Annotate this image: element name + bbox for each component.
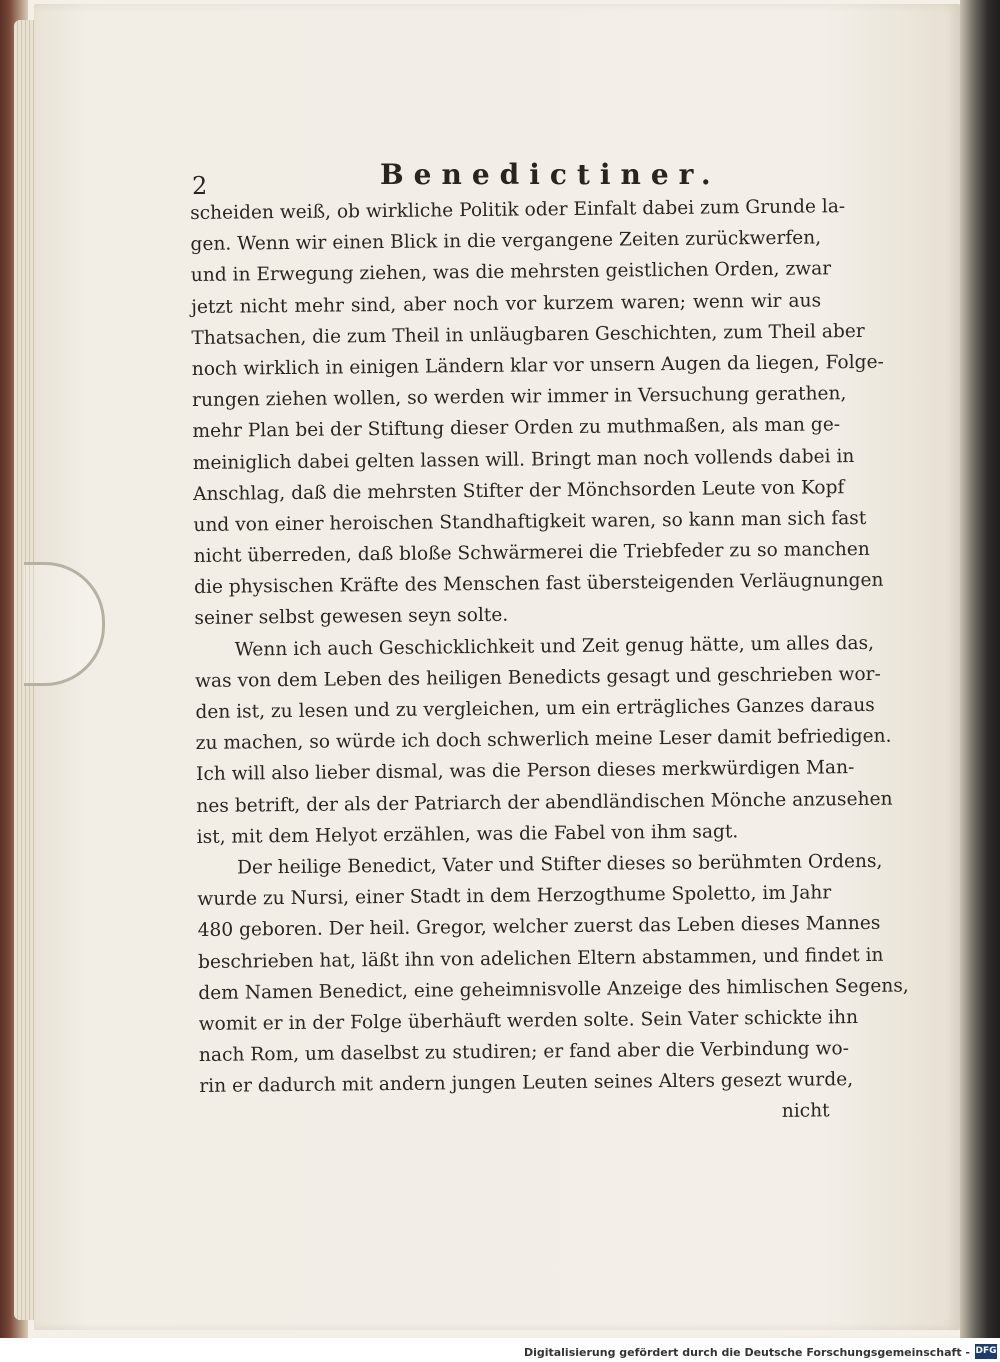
text-line: mehr Plan bei der Stiftung dieser Orden zu muthmaßen, als man ge- <box>192 414 841 443</box>
text-line: Wenn ich auch Geschicklichkeit und Zeit genug hätte, um alles das, <box>234 632 875 661</box>
footer-credit: Digitalisierung gefördert durch die Deutsche Forschungsgemeinschaft - <box>523 1346 970 1359</box>
text-line: meiniglich dabei gelten lassen will. Bringt man noch vollends dabei in <box>192 445 855 474</box>
catchword: nicht <box>781 1100 830 1123</box>
text-line: Ich will also lieber dismal, was die Person dieses merkwürdigen Man- <box>195 757 855 786</box>
body-text <box>190 191 909 1133</box>
text-line: und von einer heroischen Standhaftigkeit waren, so kann man sich fast <box>193 507 867 536</box>
text-line: die physischen Kräfte des Menschen fast übersteigenden Verläugnungen <box>193 570 884 599</box>
dfg-logo: DFG <box>975 1344 997 1359</box>
text-line: womit er in der Folge überhäuft werden solte. Sein Vater schickte ihn <box>198 1006 859 1035</box>
footer-bar <box>0 1338 1000 1362</box>
text-line: und in Erwegung ziehen, was die mehrsten geistlichen Orden, zwar <box>190 258 832 287</box>
text-line: rin er dadurch mit andern jungen Leuten seines Alters gesezt wurde, <box>199 1069 854 1098</box>
text-line: Thatsachen, die zum Theil in unläugbaren Geschichten, zum Theil aber <box>191 320 865 349</box>
text-line: ist, mit dem Helyot erzählen, was die Fabel von ihm sagt. <box>196 821 739 848</box>
text-line: seiner selbst gewesen seyn solte. <box>194 605 509 630</box>
text-line: Anschlag, daß die mehrsten Stifter der Mönchsorden Leute von Kopf <box>192 476 845 505</box>
text-line: noch wirklich in einigen Ländern klar vor unsern Augen da liegen, Folge- <box>191 351 884 380</box>
text-line: wurde zu Nursi, einer Stadt in dem Herzogthume Spoletto, im Jahr <box>197 882 832 911</box>
text-line: den ist, zu lesen und zu vergleichen, um ein erträgliches Ganzes daraus <box>195 694 875 723</box>
text-line: 480 geboren. Der heil. Gregor, welcher zuerst das Leben dieses Mannes <box>197 913 881 942</box>
text-line: gen. Wenn wir einen Blick in die vergangene Zeiten zurückwerfen, <box>190 227 822 256</box>
text-line: jetzt nicht mehr sind, aber noch vor kurzem waren; wenn wir aus <box>191 289 822 318</box>
text-line: was von dem Leben des heiligen Benedicts gesagt und geschrieben wor- <box>194 663 881 692</box>
book-binding-edge-right <box>960 0 1000 1340</box>
text-line: rungen ziehen wollen, so werden wir immer in Versuchung gerathen, <box>192 383 847 412</box>
text-line: nes betrift, der als der Patriarch der abendländischen Mönche anzusehen <box>196 788 893 817</box>
text-line: beschrieben hat, läßt ihn von adelichen Eltern abstammen, und findet in <box>197 944 884 973</box>
text-line: zu machen, so würde ich doch schwerlich meine Leser damit befriedigen. <box>195 725 892 755</box>
page-number: 2 <box>192 172 208 200</box>
text-line: dem Namen Benedict, eine geheimnisvolle Anzeige des himlischen Segens, <box>198 975 909 1004</box>
text-line: scheiden weiß, ob wirkliche Politik oder Einfalt dabei zum Grunde la- <box>190 196 846 224</box>
running-title: Benedictiner. <box>380 158 721 191</box>
paper-clip-bookmark <box>24 562 105 686</box>
text-line: Der heilige Benedict, Vater und Stifter dieses so berühmten Ordens, <box>236 850 883 879</box>
text-line: nach Rom, um daselbst zu studiren; er fand aber die Verbindung wo- <box>198 1038 850 1067</box>
text-line: nicht überreden, daß bloße Schwärmerei die Triebfeder zu so manchen <box>193 538 870 568</box>
